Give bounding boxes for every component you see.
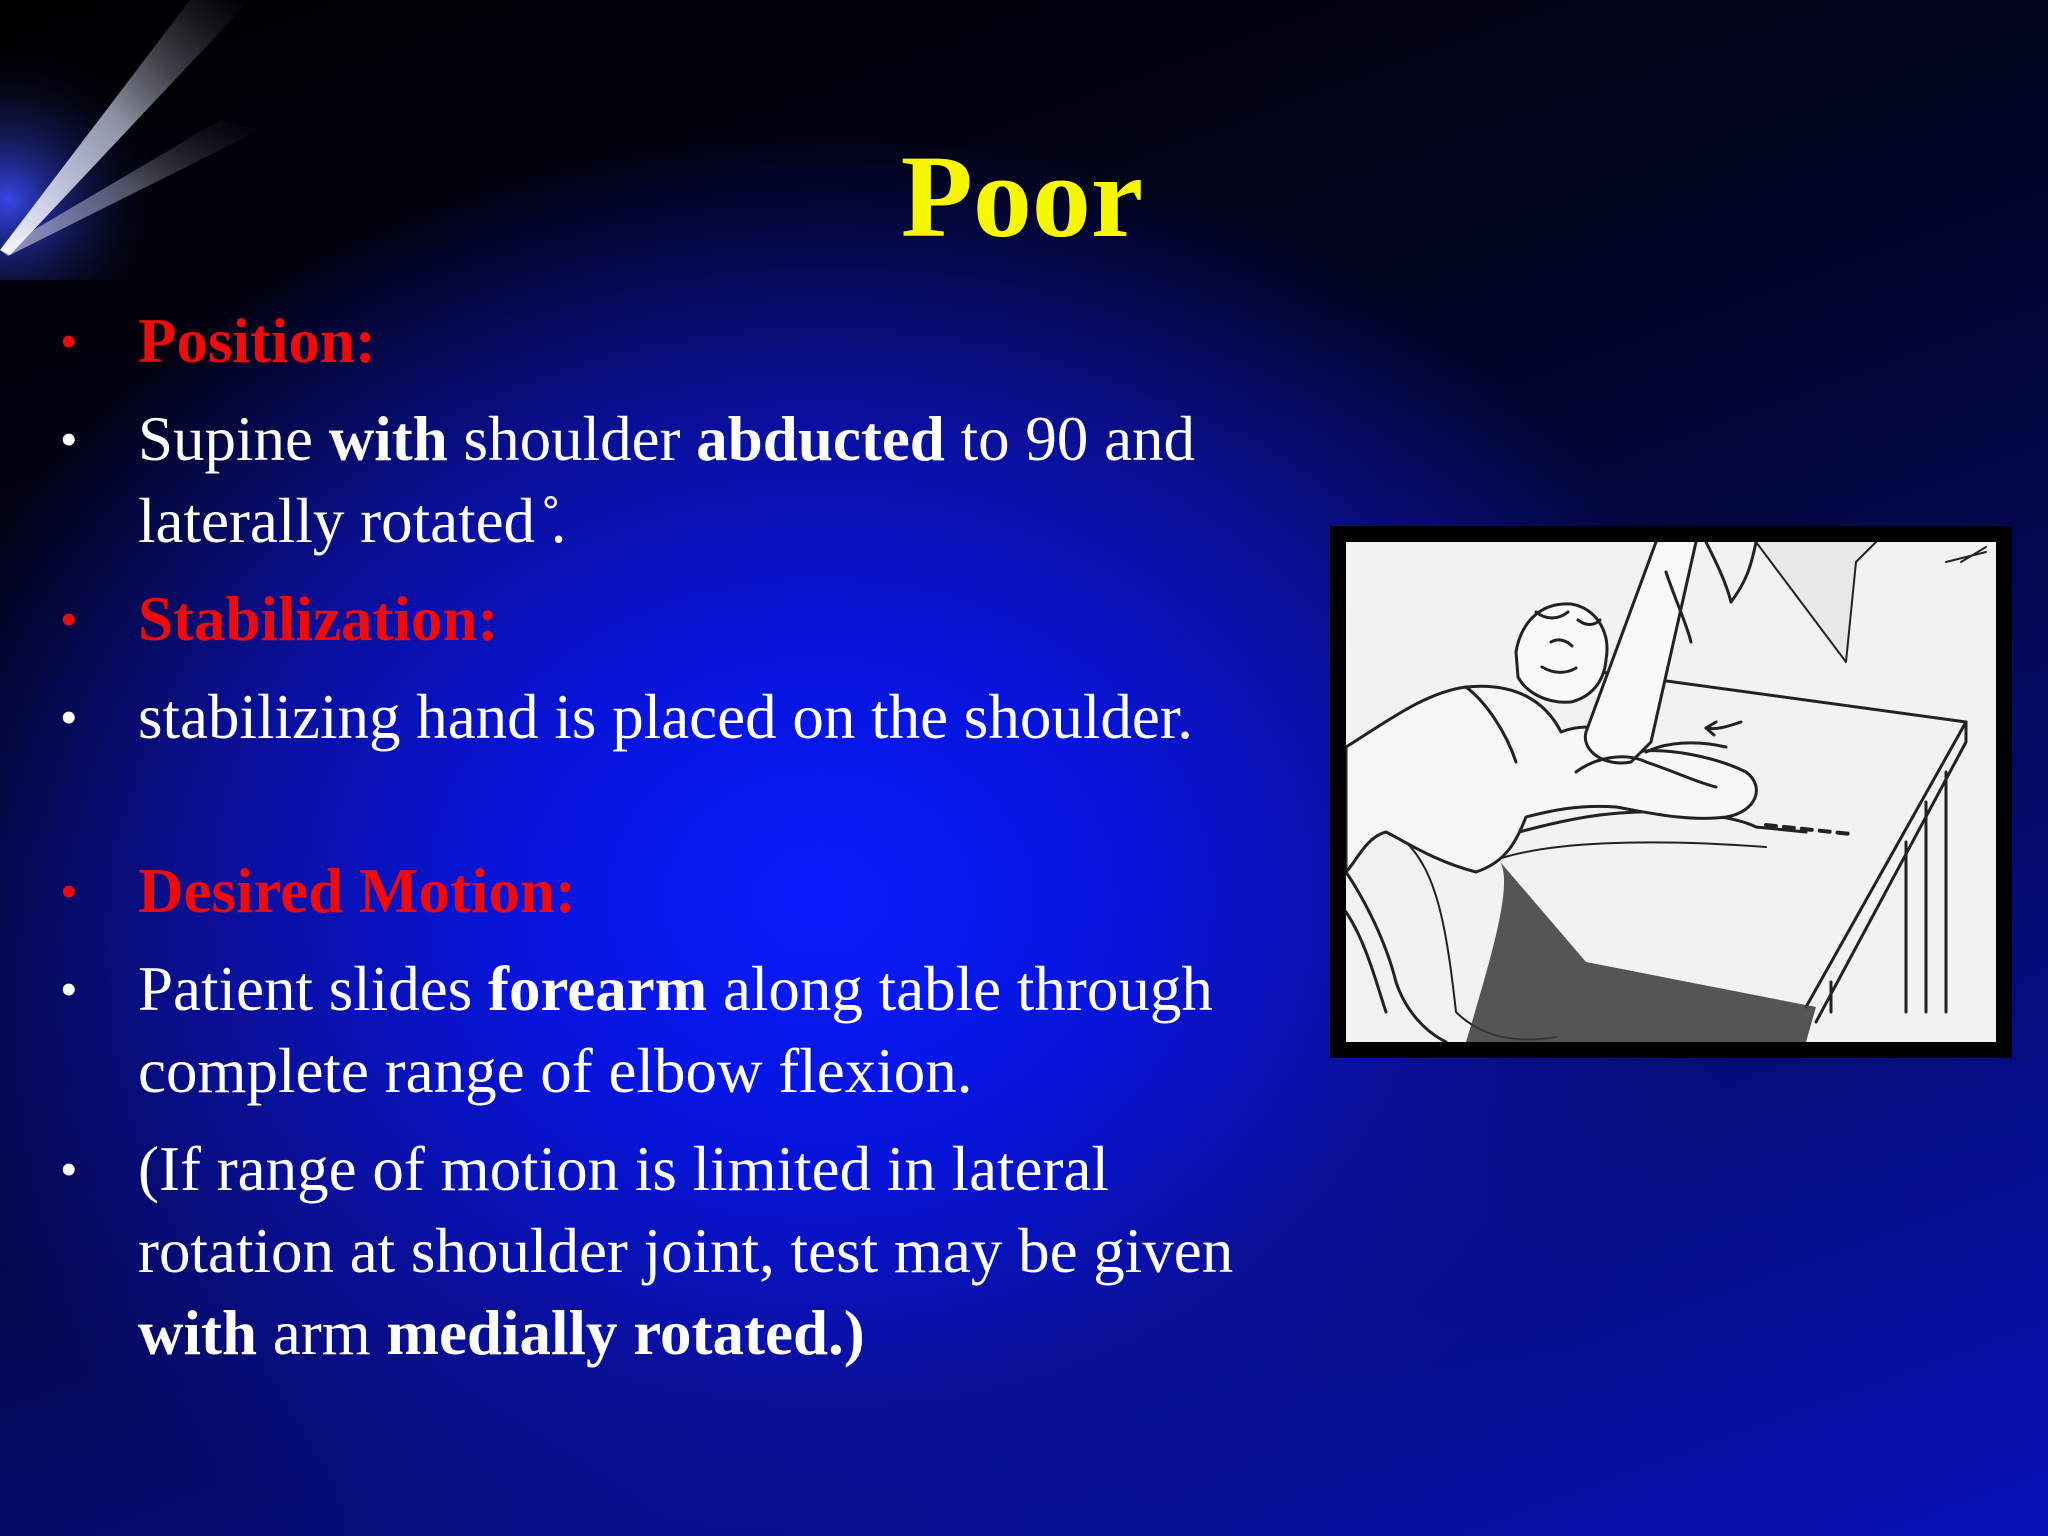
bullet-dot: • (60, 863, 78, 919)
text-run: Supine (138, 404, 329, 474)
bold-text-run: with (138, 1298, 258, 1368)
bullet-heading-stabilization (56, 578, 1316, 660)
text-run: ̊. (550, 486, 567, 556)
bullet-heading-desired-motion (56, 850, 1316, 932)
text-run: shoulder (447, 404, 697, 474)
bullet-dot: • (60, 689, 78, 745)
patient-supine-illustration-icon (1346, 542, 1996, 1042)
bullet-position-detail (56, 398, 1316, 562)
bullet-dot: • (60, 961, 78, 1017)
text-run: stabilizing hand is placed on the shoulder. (138, 682, 1194, 752)
patient-illustration-frame (1330, 526, 2012, 1058)
text-run: along table through complete range of elbow flexion. (138, 954, 1213, 1106)
bullet-stabilization-detail (56, 676, 1316, 758)
heading-text: Stabilization: (138, 584, 499, 654)
bullet-motion-detail (56, 948, 1316, 1112)
bullet-dot: • (60, 313, 78, 369)
bullet-dot: • (60, 591, 78, 647)
bullet-range-note (56, 1128, 1316, 1374)
bullet-list (56, 300, 1316, 1390)
slide-title (0, 132, 2048, 262)
title-text: Poor (900, 131, 1144, 262)
bold-text-run: abducted (696, 404, 945, 474)
bullet-dot: • (60, 411, 78, 467)
text-run: to 90 and laterally rotated (138, 404, 1196, 556)
heading-text: Desired Motion: (138, 856, 577, 926)
bold-text-run: medially rotated.) (386, 1298, 865, 1368)
bold-text-run: with (328, 404, 448, 474)
text-run: Patient slides (138, 954, 488, 1024)
text-run: (If range of motion is limited in lateral rotation at shoulder joint, test may be given (138, 1134, 1234, 1286)
text-run: arm (257, 1298, 387, 1368)
heading-text: Position: (138, 306, 377, 376)
bullet-dot: • (60, 1141, 78, 1197)
bold-text-run: forearm (487, 954, 708, 1024)
bullet-heading-position (56, 300, 1316, 382)
